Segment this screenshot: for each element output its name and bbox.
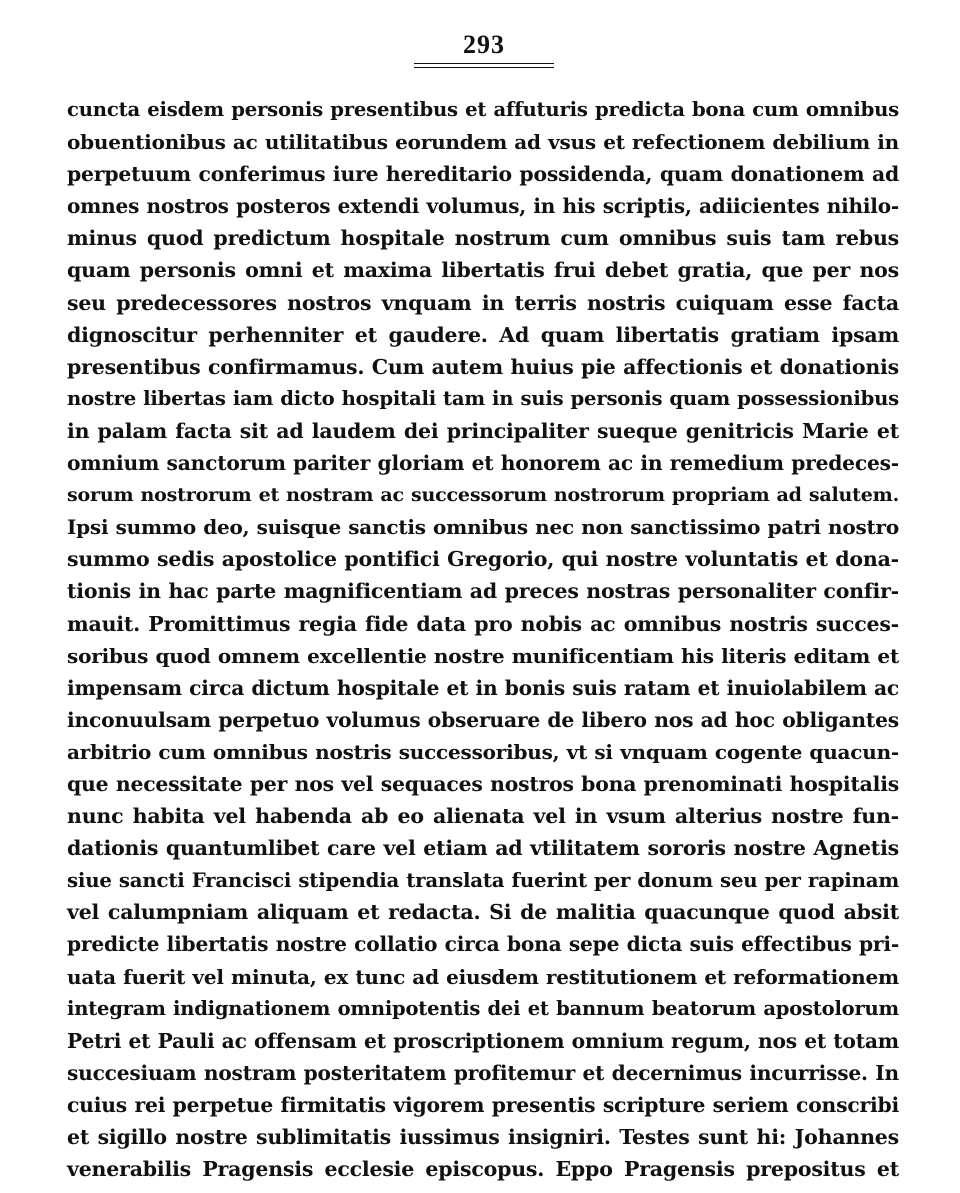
text-line: cuius rei perpetue firmitatis vigorem presentis scripture seriem conscribi: [67, 1092, 899, 1117]
text-line: quam personis omni et maxima libertatis frui debet gratia, que per nos: [67, 258, 899, 283]
text-line: perpetuum conferimus iure hereditario possidenda, quam donationem ad: [67, 162, 899, 187]
text-line: omnes nostros posteros extendi volumus, in his scriptis, adiicientes nihilo-: [67, 194, 899, 219]
text-line: venerabilis Pragensis ecclesie episcopus. Eppo Pragensis prepositus et: [67, 1157, 899, 1182]
text-line: seu predecessores nostros vnquam in terris nostris cuiquam esse facta: [67, 290, 899, 315]
text-line: inconuulsam perpetuo volumus obseruare de libero nos ad hoc obligantes: [67, 707, 899, 732]
text-line: tionis in hac parte magnificentiam ad preces nostras personaliter confir-: [67, 579, 899, 604]
text-line: arbitrio cum omnibus nostris successoribus, vt si vnquam cogente quacun-: [67, 739, 899, 764]
text-line: minus quod predictum hospitale nostrum cum omnibus suis tam rebus: [67, 226, 899, 251]
text-line: nostre libertas iam dicto hospitali tam in suis personis quam possessionibus: [67, 386, 899, 410]
text-line: dationis quantumlibet care vel etiam ad vtilitatem sororis nostre Agnetis: [67, 836, 899, 861]
text-line: omnium sanctorum pariter gloriam et honorem ac in remedium predeces-: [67, 451, 899, 476]
text-line: summo sedis apostolice pontifici Gregorio, qui nostre voluntatis et dona-: [67, 547, 899, 572]
text-line: nunc habita vel habenda ab eo alienata vel in vsum alterius nostre fun-: [67, 804, 899, 829]
text-line: siue sancti Francisci stipendia translata fuerint per donum seu per rapinam: [67, 868, 899, 893]
text-line: que necessitate per nos vel sequaces nostros bona prenominati hospitalis: [67, 771, 899, 796]
text-line: vel calumpniam aliquam et redacta. Si de malitia quacunque quod absit: [67, 900, 899, 925]
text-line: soribus quod omnem excellentie nostre munificentiam his literis editam et: [67, 643, 899, 668]
text-line: Ipsi summo deo, suisque sanctis omnibus nec non sanctissimo patri nostro: [67, 515, 899, 540]
text-line: impensam circa dictum hospitale et in bonis suis ratam et inuiolabilem ac: [67, 675, 899, 700]
text-line: et sigillo nostre sublimitatis iussimus insigniri. Testes sunt hi: Johannes: [67, 1125, 899, 1149]
header-rule-lower: [414, 67, 554, 68]
text-line: cuncta eisdem personis presentibus et affuturis predicta bona cum omnibus: [67, 98, 899, 121]
body-text: [67, 94, 899, 1185]
text-line: dignoscitur perhenniter et gaudere. Ad quam libertatis gratiam ipsam: [67, 322, 899, 347]
text-line: uata fuerit vel minuta, ex tunc ad eiusdem restitutionem et reformationem: [67, 964, 899, 989]
text-line: mauit. Promittimus regia fide data pro nobis ac omnibus nostris succes-: [67, 611, 899, 636]
text-line: integram indignationem omnipotentis dei et bannum beatorum apostolorum: [67, 996, 899, 1020]
text-line: Petri et Pauli ac offensam et proscriptionem omnium regum, nos et totam: [67, 1028, 899, 1053]
header-rule-upper: [414, 63, 554, 64]
text-line: succesiuam nostram posteritatem profitemur et decernimus incurrisse. In: [67, 1060, 899, 1085]
text-line: in palam facta sit ad laudem dei principaliter sueque genitricis Marie et: [67, 418, 899, 443]
text-line: presentibus confirmamus. Cum autem huius pie affectionis et donationis: [67, 354, 899, 379]
text-line: predicte libertatis nostre collatio circa bona sepe dicta suis effectibus pri-: [67, 932, 899, 957]
text-line: sorum nostrorum et nostram ac successorum nostrorum propriam ad salutem.: [67, 484, 899, 507]
text-line: obuentionibus ac utilitatibus eorundem ad vsus et refectionem debilium in: [67, 130, 899, 155]
page-number: 293: [463, 30, 505, 59]
